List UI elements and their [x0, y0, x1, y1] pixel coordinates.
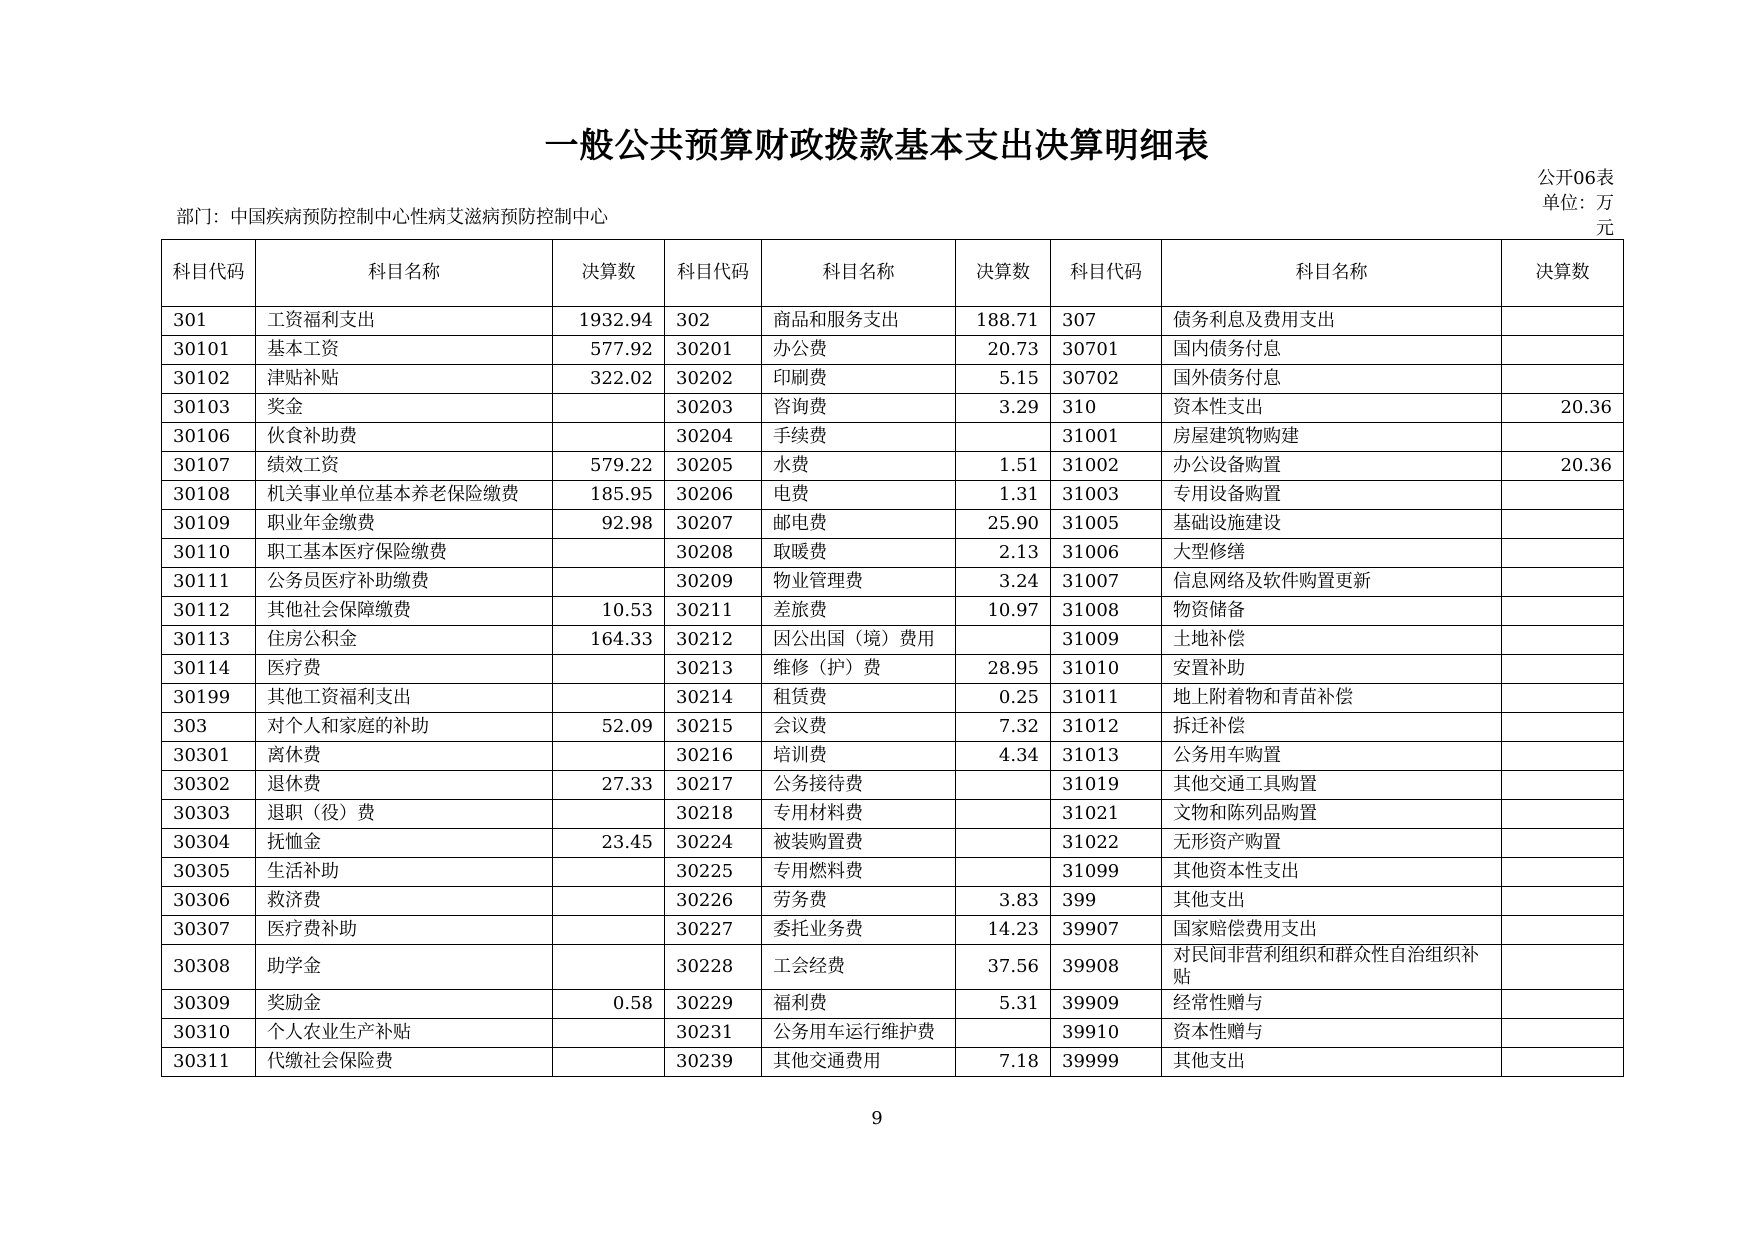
cell-code-2: 30202: [665, 365, 762, 394]
cell-name-1: 代缴社会保险费: [256, 1048, 553, 1077]
cell-code-3: 39908: [1051, 945, 1162, 990]
header-name-3: 科目名称: [1162, 240, 1502, 307]
cell-name-2: 福利费: [762, 990, 956, 1019]
cell-code-1: 30109: [162, 510, 256, 539]
cell-amount-1: 92.98: [553, 510, 665, 539]
cell-name-2: 培训费: [762, 742, 956, 771]
cell-name-3: 安置补助: [1162, 655, 1502, 684]
cell-code-3: 31021: [1051, 800, 1162, 829]
cell-amount-3: [1502, 829, 1624, 858]
cell-amount-2: 3.24: [956, 568, 1051, 597]
cell-amount-3: [1502, 568, 1624, 597]
cell-amount-3: [1502, 916, 1624, 945]
cell-amount-1: [553, 887, 665, 916]
cell-amount-1: 577.92: [553, 336, 665, 365]
cell-code-2: 30217: [665, 771, 762, 800]
cell-amount-3: [1502, 336, 1624, 365]
header-code-3: 科目代码: [1051, 240, 1162, 307]
cell-code-2: 30224: [665, 829, 762, 858]
cell-name-1: 对个人和家庭的补助: [256, 713, 553, 742]
cell-name-1: 职业年金缴费: [256, 510, 553, 539]
table-row: [162, 945, 1624, 990]
cell-code-3: 31009: [1051, 626, 1162, 655]
cell-code-3: 310: [1051, 394, 1162, 423]
cell-code-1: 30199: [162, 684, 256, 713]
cell-amount-3: [1502, 990, 1624, 1019]
cell-code-3: 31022: [1051, 829, 1162, 858]
header-name-2: 科目名称: [762, 240, 956, 307]
cell-amount-1: 27.33: [553, 771, 665, 800]
cell-name-3: 土地补偿: [1162, 626, 1502, 655]
cell-amount-2: 3.83: [956, 887, 1051, 916]
cell-name-1: 绩效工资: [256, 452, 553, 481]
page-number: 9: [871, 1108, 883, 1129]
table-row: [162, 597, 1624, 626]
cell-amount-3: [1502, 742, 1624, 771]
cell-code-2: 30201: [665, 336, 762, 365]
cell-amount-3: [1502, 945, 1624, 990]
cell-name-1: 退职（役）费: [256, 800, 553, 829]
cell-amount-1: 23.45: [553, 829, 665, 858]
cell-code-3: 31003: [1051, 481, 1162, 510]
cell-code-2: 30209: [665, 568, 762, 597]
table-row: [162, 452, 1624, 481]
cell-amount-1: [553, 655, 665, 684]
cell-amount-3: 20.36: [1502, 452, 1624, 481]
cell-name-1: 津贴补贴: [256, 365, 553, 394]
cell-code-1: 30112: [162, 597, 256, 626]
cell-name-2: 商品和服务支出: [762, 307, 956, 336]
cell-code-2: 30214: [665, 684, 762, 713]
cell-amount-3: [1502, 887, 1624, 916]
cell-code-2: 30213: [665, 655, 762, 684]
cell-code-1: 30305: [162, 858, 256, 887]
cell-name-2: 水费: [762, 452, 956, 481]
cell-amount-2: 5.15: [956, 365, 1051, 394]
cell-code-3: 31007: [1051, 568, 1162, 597]
table-row: [162, 887, 1624, 916]
cell-name-1: 生活补助: [256, 858, 553, 887]
table-row: [162, 307, 1624, 336]
cell-amount-1: [553, 742, 665, 771]
cell-name-2: 专用燃料费: [762, 858, 956, 887]
cell-code-1: 30303: [162, 800, 256, 829]
cell-code-2: 30211: [665, 597, 762, 626]
table-row: [162, 481, 1624, 510]
cell-code-1: 30111: [162, 568, 256, 597]
table-row: [162, 916, 1624, 945]
cell-name-3: 债务利息及费用支出: [1162, 307, 1502, 336]
cell-code-1: 30301: [162, 742, 256, 771]
cell-amount-3: [1502, 626, 1624, 655]
cell-code-1: 30309: [162, 990, 256, 1019]
cell-code-3: 31011: [1051, 684, 1162, 713]
header-row: [162, 240, 1624, 307]
cell-code-1: 30308: [162, 945, 256, 990]
cell-code-2: 30206: [665, 481, 762, 510]
cell-name-1: 个人农业生产补贴: [256, 1019, 553, 1048]
cell-name-1: 抚恤金: [256, 829, 553, 858]
cell-name-3: 资本性支出: [1162, 394, 1502, 423]
cell-code-2: 30205: [665, 452, 762, 481]
cell-name-2: 物业管理费: [762, 568, 956, 597]
cell-amount-2: 7.18: [956, 1048, 1051, 1077]
cell-name-2: 办公费: [762, 336, 956, 365]
cell-name-3: 资本性赠与: [1162, 1019, 1502, 1048]
cell-amount-1: [553, 916, 665, 945]
cell-amount-3: [1502, 1019, 1624, 1048]
cell-name-3: 其他交通工具购置: [1162, 771, 1502, 800]
cell-name-2: 取暖费: [762, 539, 956, 568]
cell-amount-3: [1502, 655, 1624, 684]
cell-code-2: 30225: [665, 858, 762, 887]
cell-amount-1: [553, 423, 665, 452]
cell-amount-2: 1.51: [956, 452, 1051, 481]
cell-name-2: 印刷费: [762, 365, 956, 394]
cell-code-1: 30113: [162, 626, 256, 655]
cell-name-2: 公务接待费: [762, 771, 956, 800]
header-amount-2: 决算数: [956, 240, 1051, 307]
cell-amount-1: [553, 539, 665, 568]
cell-code-2: 30231: [665, 1019, 762, 1048]
cell-name-2: 差旅费: [762, 597, 956, 626]
cell-amount-2: 188.71: [956, 307, 1051, 336]
unit-label: 单位：万元: [1542, 193, 1614, 239]
cell-amount-3: 20.36: [1502, 394, 1624, 423]
cell-code-2: 30226: [665, 887, 762, 916]
cell-amount-1: [553, 1048, 665, 1077]
table-row: [162, 858, 1624, 887]
table-body: [162, 307, 1624, 1077]
cell-name-2: 租赁费: [762, 684, 956, 713]
cell-code-2: 302: [665, 307, 762, 336]
cell-amount-1: [553, 394, 665, 423]
cell-amount-2: [956, 829, 1051, 858]
table-row: [162, 771, 1624, 800]
table-row: [162, 626, 1624, 655]
cell-name-1: 其他社会保障缴费: [256, 597, 553, 626]
table-row: [162, 365, 1624, 394]
table-row: [162, 1048, 1624, 1077]
cell-name-3: 专用设备购置: [1162, 481, 1502, 510]
cell-code-2: 30203: [665, 394, 762, 423]
cell-code-1: 30302: [162, 771, 256, 800]
cell-code-3: 31099: [1051, 858, 1162, 887]
cell-name-2: 劳务费: [762, 887, 956, 916]
cell-amount-2: [956, 800, 1051, 829]
cell-code-3: 39910: [1051, 1019, 1162, 1048]
cell-code-1: 30103: [162, 394, 256, 423]
cell-name-2: 被装购置费: [762, 829, 956, 858]
cell-name-3: 国家赔偿费用支出: [1162, 916, 1502, 945]
cell-code-1: 30307: [162, 916, 256, 945]
cell-code-3: 39909: [1051, 990, 1162, 1019]
cell-name-3: 大型修缮: [1162, 539, 1502, 568]
cell-amount-3: [1502, 539, 1624, 568]
table-row: [162, 1019, 1624, 1048]
cell-amount-1: [553, 858, 665, 887]
cell-code-3: 30701: [1051, 336, 1162, 365]
cell-name-2: 邮电费: [762, 510, 956, 539]
table-row: [162, 394, 1624, 423]
cell-amount-1: [553, 684, 665, 713]
cell-code-3: 31013: [1051, 742, 1162, 771]
cell-name-2: 会议费: [762, 713, 956, 742]
header-amount-3: 决算数: [1502, 240, 1624, 307]
cell-name-1: 救济费: [256, 887, 553, 916]
cell-name-1: 退休费: [256, 771, 553, 800]
cell-amount-1: 10.53: [553, 597, 665, 626]
cell-name-3: 公务用车购置: [1162, 742, 1502, 771]
cell-name-3: 其他支出: [1162, 887, 1502, 916]
cell-amount-2: 2.13: [956, 539, 1051, 568]
table-row: [162, 684, 1624, 713]
cell-code-2: 30207: [665, 510, 762, 539]
cell-name-1: 其他工资福利支出: [256, 684, 553, 713]
cell-name-3: 信息网络及软件购置更新: [1162, 568, 1502, 597]
cell-name-2: 其他交通费用: [762, 1048, 956, 1077]
cell-amount-2: 25.90: [956, 510, 1051, 539]
cell-amount-3: [1502, 423, 1624, 452]
department-label: 部门：中国疾病预防控制中心性病艾滋病预防控制中心: [176, 207, 608, 228]
cell-amount-2: [956, 858, 1051, 887]
cell-code-2: 30228: [665, 945, 762, 990]
table-row: [162, 713, 1624, 742]
table-row: [162, 510, 1624, 539]
header-code-2: 科目代码: [665, 240, 762, 307]
cell-amount-3: [1502, 1048, 1624, 1077]
table-row: [162, 829, 1624, 858]
cell-code-1: 30110: [162, 539, 256, 568]
cell-code-1: 303: [162, 713, 256, 742]
cell-amount-1: [553, 1019, 665, 1048]
cell-amount-3: [1502, 510, 1624, 539]
cell-amount-2: 5.31: [956, 990, 1051, 1019]
table-row: [162, 990, 1624, 1019]
cell-name-2: 咨询费: [762, 394, 956, 423]
cell-code-1: 30101: [162, 336, 256, 365]
cell-code-1: 30108: [162, 481, 256, 510]
cell-code-3: 31008: [1051, 597, 1162, 626]
cell-name-3: 物资储备: [1162, 597, 1502, 626]
cell-code-1: 30102: [162, 365, 256, 394]
cell-name-1: 职工基本医疗保险缴费: [256, 539, 553, 568]
cell-amount-2: 37.56: [956, 945, 1051, 990]
cell-amount-2: 28.95: [956, 655, 1051, 684]
cell-amount-3: [1502, 481, 1624, 510]
cell-code-2: 30212: [665, 626, 762, 655]
cell-amount-1: [553, 945, 665, 990]
cell-name-1: 伙食补助费: [256, 423, 553, 452]
cell-amount-3: [1502, 858, 1624, 887]
table-row: [162, 568, 1624, 597]
header-name-1: 科目名称: [256, 240, 553, 307]
cell-amount-2: 20.73: [956, 336, 1051, 365]
cell-amount-1: 164.33: [553, 626, 665, 655]
cell-amount-1: 0.58: [553, 990, 665, 1019]
cell-amount-1: 1932.94: [553, 307, 665, 336]
cell-name-3: 经常性赠与: [1162, 990, 1502, 1019]
cell-code-3: 31012: [1051, 713, 1162, 742]
cell-name-3: 地上附着物和青苗补偿: [1162, 684, 1502, 713]
cell-name-2: 维修（护）费: [762, 655, 956, 684]
cell-amount-2: 7.32: [956, 713, 1051, 742]
cell-amount-2: 3.29: [956, 394, 1051, 423]
cell-name-1: 医疗费补助: [256, 916, 553, 945]
cell-name-1: 公务员医疗补助缴费: [256, 568, 553, 597]
cell-code-1: 30107: [162, 452, 256, 481]
cell-amount-1: 322.02: [553, 365, 665, 394]
cell-amount-2: 4.34: [956, 742, 1051, 771]
cell-code-3: 31002: [1051, 452, 1162, 481]
cell-code-3: 31005: [1051, 510, 1162, 539]
cell-code-3: 31006: [1051, 539, 1162, 568]
table-row: [162, 800, 1624, 829]
cell-code-3: 30702: [1051, 365, 1162, 394]
cell-name-3: 房屋建筑物购建: [1162, 423, 1502, 452]
cell-code-1: 30311: [162, 1048, 256, 1077]
cell-name-2: 电费: [762, 481, 956, 510]
cell-code-3: 31010: [1051, 655, 1162, 684]
cell-name-2: 专用材料费: [762, 800, 956, 829]
cell-code-2: 30208: [665, 539, 762, 568]
cell-name-2: 公务用车运行维护费: [762, 1019, 956, 1048]
cell-code-2: 30227: [665, 916, 762, 945]
cell-name-1: 助学金: [256, 945, 553, 990]
cell-amount-1: 185.95: [553, 481, 665, 510]
cell-amount-3: [1502, 365, 1624, 394]
cell-code-1: 30304: [162, 829, 256, 858]
table-row: [162, 539, 1624, 568]
cell-name-2: 手续费: [762, 423, 956, 452]
page-title: 一般公共预算财政拨款基本支出决算明细表: [544, 126, 1210, 166]
cell-code-3: 399: [1051, 887, 1162, 916]
table-row: [162, 742, 1624, 771]
cell-amount-2: 14.23: [956, 916, 1051, 945]
cell-code-1: 30114: [162, 655, 256, 684]
cell-name-3: 基础设施建设: [1162, 510, 1502, 539]
cell-code-3: 31001: [1051, 423, 1162, 452]
cell-code-1: 30106: [162, 423, 256, 452]
cell-name-1: 奖励金: [256, 990, 553, 1019]
cell-code-2: 30218: [665, 800, 762, 829]
cell-code-3: 31019: [1051, 771, 1162, 800]
table-row: [162, 336, 1624, 365]
cell-amount-1: 579.22: [553, 452, 665, 481]
cell-name-1: 机关事业单位基本养老保险缴费: [256, 481, 553, 510]
cell-amount-1: [553, 568, 665, 597]
cell-name-1: 离休费: [256, 742, 553, 771]
cell-name-1: 基本工资: [256, 336, 553, 365]
cell-code-2: 30204: [665, 423, 762, 452]
table-row: [162, 655, 1624, 684]
form-code: 公开06表: [1537, 168, 1614, 189]
cell-name-1: 工资福利支出: [256, 307, 553, 336]
cell-amount-3: [1502, 713, 1624, 742]
cell-name-2: 委托业务费: [762, 916, 956, 945]
header-amount-1: 决算数: [553, 240, 665, 307]
cell-name-1: 奖金: [256, 394, 553, 423]
cell-name-1: 医疗费: [256, 655, 553, 684]
cell-name-3: 国内债务付息: [1162, 336, 1502, 365]
cell-amount-1: 52.09: [553, 713, 665, 742]
cell-amount-2: 1.31: [956, 481, 1051, 510]
cell-name-2: 因公出国（境）费用: [762, 626, 956, 655]
cell-name-3: 其他资本性支出: [1162, 858, 1502, 887]
cell-code-3: 39907: [1051, 916, 1162, 945]
cell-name-3: 文物和陈列品购置: [1162, 800, 1502, 829]
cell-amount-1: [553, 800, 665, 829]
cell-name-1: 住房公积金: [256, 626, 553, 655]
cell-code-1: 30306: [162, 887, 256, 916]
cell-name-3: 拆迁补偿: [1162, 713, 1502, 742]
cell-amount-2: [956, 1019, 1051, 1048]
cell-code-2: 30215: [665, 713, 762, 742]
cell-code-2: 30216: [665, 742, 762, 771]
header-code-1: 科目代码: [162, 240, 256, 307]
cell-amount-2: [956, 771, 1051, 800]
cell-code-3: 307: [1051, 307, 1162, 336]
cell-name-3: 国外债务付息: [1162, 365, 1502, 394]
cell-name-3: 对民间非营利组织和群众性自治组织补贴: [1162, 945, 1502, 990]
cell-code-1: 301: [162, 307, 256, 336]
cell-amount-2: [956, 423, 1051, 452]
cell-code-2: 30229: [665, 990, 762, 1019]
cell-code-2: 30239: [665, 1048, 762, 1077]
cell-code-3: 39999: [1051, 1048, 1162, 1077]
cell-name-2: 工会经费: [762, 945, 956, 990]
cell-amount-3: [1502, 307, 1624, 336]
cell-amount-3: [1502, 597, 1624, 626]
cell-amount-2: 0.25: [956, 684, 1051, 713]
cell-code-1: 30310: [162, 1019, 256, 1048]
cell-name-3: 无形资产购置: [1162, 829, 1502, 858]
cell-name-3: 办公设备购置: [1162, 452, 1502, 481]
cell-amount-2: 10.97: [956, 597, 1051, 626]
budget-table: [161, 239, 1624, 1077]
cell-amount-3: [1502, 684, 1624, 713]
cell-amount-3: [1502, 800, 1624, 829]
cell-name-3: 其他支出: [1162, 1048, 1502, 1077]
cell-amount-2: [956, 626, 1051, 655]
table-row: [162, 423, 1624, 452]
cell-amount-3: [1502, 771, 1624, 800]
